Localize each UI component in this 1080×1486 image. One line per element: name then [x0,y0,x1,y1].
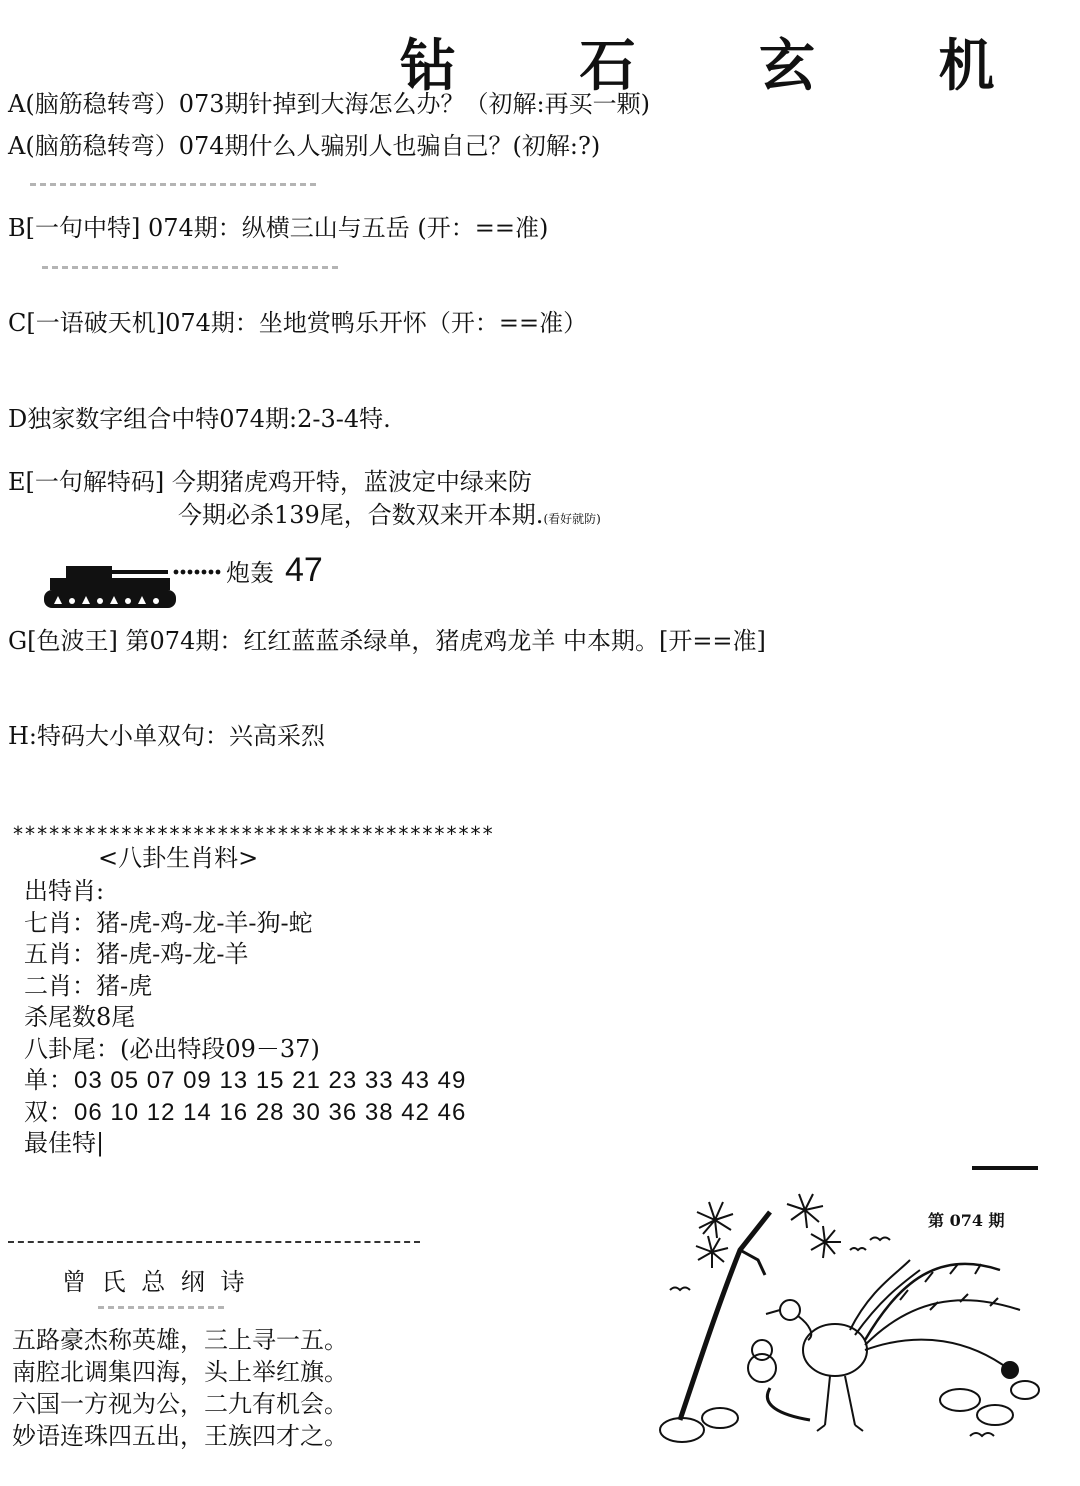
line-h: H:特码大小单双句：兴高采烈 [8,722,326,750]
bagua-heading: <八卦生肖料> [98,844,259,872]
bagua-row-even: 双：06 10 12 14 16 28 30 36 38 42 46 [24,1098,467,1126]
bagua-list [24,876,466,1160]
line-b: B[一句中特] 074期：纵横三山与五岳 (开：==准) [8,214,549,242]
dashed-divider [8,1241,420,1243]
line-g: G[色波王] 第074期：红红蓝蓝杀绿单，猪虎鸡龙羊 中本期。[开==准] [8,627,766,655]
scan-noise-1 [30,183,320,186]
scan-noise-3 [98,1306,228,1309]
star-separator: **************************************** [12,822,494,846]
divider-short [972,1166,1038,1170]
poem-line: 六国一方视为公，二九有机会。 [12,1390,348,1418]
poem-line: 南腔北调集四海，头上举红旗。 [12,1358,348,1386]
bagua-row: 五肖：猪-虎-鸡-龙-羊 [24,940,249,968]
poem-title: 曾 氏 总 纲 诗 [62,1268,249,1296]
line-e-1: E[一句解特码] 今期猪虎鸡开特，蓝波定中绿来防 [8,468,532,496]
line-c: C[一语破天机]074期：坐地赏鸭乐开怀（开：==准） [8,309,588,337]
bagua-row-odd: 单：03 05 07 09 13 15 21 23 33 43 49 [24,1067,467,1094]
poem-line: 五路豪杰称英雄，三上寻一五。 [12,1326,348,1354]
fire-number: 47 [285,551,323,589]
riddle-a-074: A(脑筋稳转弯）074期什么人骗别人也骗自己？(初解:?) [8,132,601,160]
bagua-row: 二肖：猪-虎 [24,971,153,1000]
line-e-2 [178,499,601,535]
bagua-row: 八卦尾：(必出特段09－37) [24,1034,320,1063]
poem [12,1324,348,1452]
bagua-row: 杀尾数8尾 [24,1003,136,1031]
scan-noise-2 [42,266,342,269]
bagua-row: 七肖：猪-虎-鸡-龙-羊-狗-蛇 [24,908,313,937]
illustration-issue: 第 074 期 [928,1211,1005,1230]
poem-line: 妙语连珠四五出，王族四才之。 [12,1422,348,1450]
fire-label: 炮轰 [226,559,274,587]
line-d: D独家数字组合中特074期:2-3-4特. [8,405,391,433]
page-title: 钻 石 玄 机 [400,33,1047,99]
line-e-2-text: 今期必杀139尾，合数双来开本期. [178,501,544,529]
bagua-row: 出特肖: [24,877,105,905]
tank-icon [44,560,224,612]
bagua-row: 最佳特| [24,1129,105,1157]
riddle-a-073: A(脑筋稳转弯）073期针掉到大海怎么办？（初解:再买一颗) [8,90,650,118]
line-e-2-note: (看好就防) [543,512,601,526]
